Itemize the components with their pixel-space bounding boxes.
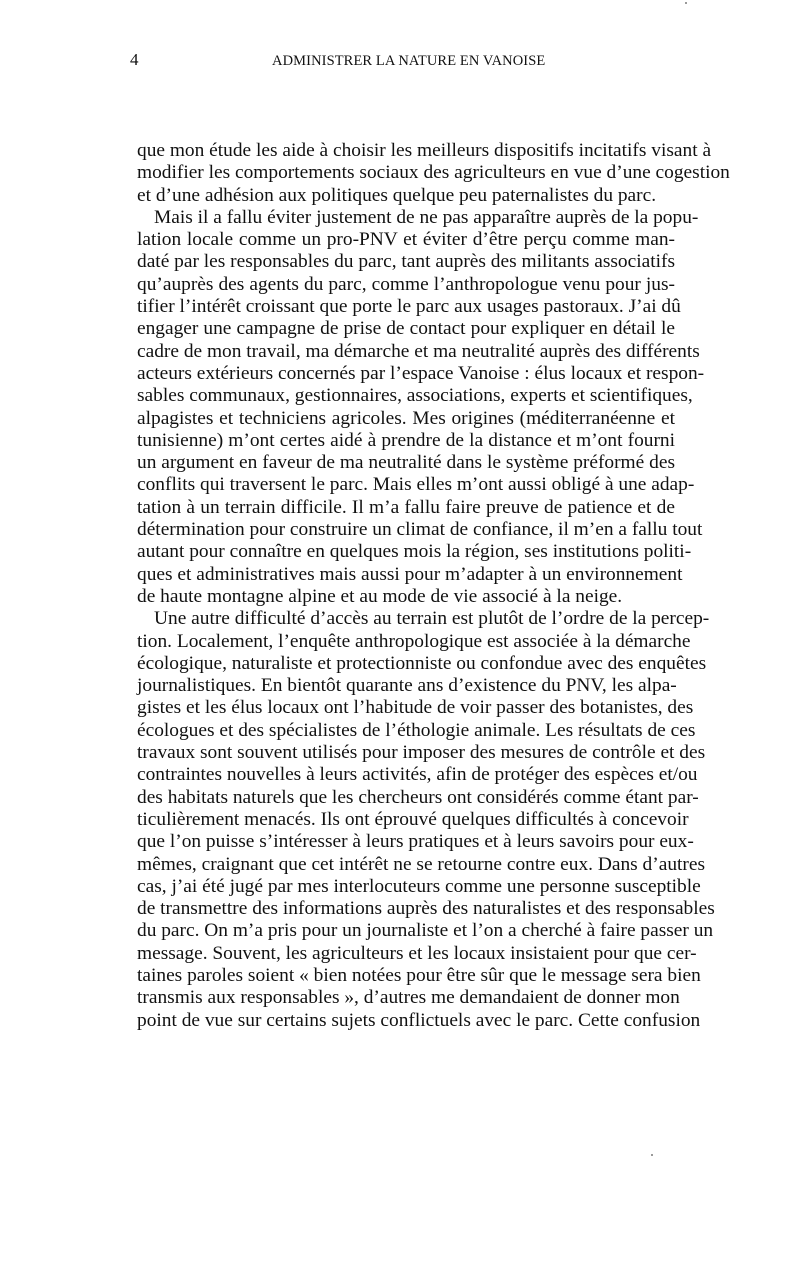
text-line: un argument en faveur de ma neutralité dans le système préformé des (137, 452, 675, 474)
body-text (137, 140, 730, 1032)
text-line: conflits qui traversent le parc. Mais elles m’ont aussi obligé à une adap- (137, 474, 695, 496)
paragraph-start-line: Une autre difficulté d’accès au terrain est plutôt de l’ordre de la percep- (154, 608, 710, 630)
text-line: ques et administratives mais aussi pour m’adapter à un environnement (137, 563, 683, 585)
paragraph-start-line: Mais il a fallu éviter justement de ne pas apparaître auprès de la popu- (154, 206, 699, 228)
text-line: cas, j’ai été jugé par mes interlocuteurs comme une personne susceptible (137, 875, 701, 897)
text-line: tion. Localement, l’enquête anthropologique est associée à la démarche (137, 630, 691, 652)
text-line: écologique, naturaliste et protectionniste ou confondue avec des enquêtes (137, 652, 707, 674)
text-line: travaux sont souvent utilisés pour imposer des mesures de contrôle et des (137, 742, 706, 764)
text-line: acteurs extérieurs concernés par l’espace Vanoise : élus locaux et respon- (137, 362, 705, 384)
page-number: 4 (130, 50, 139, 69)
running-title: ADMINISTRER LA NATURE EN VANOISE (272, 53, 546, 69)
scan-speck (651, 1154, 653, 1156)
text-line: contraintes nouvelles à leurs activités, afin de protéger des espèces et/ou (137, 764, 698, 786)
text-line: cadre de mon travail, ma démarche et ma neutralité auprès des différents (137, 340, 700, 362)
text-line: journalistiques. En bientôt quarante ans d’existence du PNV, les alpa- (137, 675, 677, 697)
text-line: des habitats naturels que les chercheurs ont considérés comme étant par- (137, 786, 699, 808)
text-line: que l’on puisse s’intéresser à leurs pratiques et à leurs savoirs pour eux- (137, 831, 694, 853)
text-line: tunisienne) m’ont certes aidé à prendre de la distance et m’ont fourni (137, 429, 675, 451)
text-line: détermination pour construire un climat de confiance, il m’en a fallu tout (137, 519, 703, 541)
text-line: du parc. On m’a pris pour un journaliste et l’on a cherché à faire passer un (137, 920, 714, 942)
text-line: gistes et les élus locaux ont l’habitude de voir passer des botanistes, des (137, 697, 694, 719)
text-line: alpagistes et techniciens agricoles. Mes origines (méditerranéenne et (137, 407, 675, 429)
text-line: point de vue sur certains sujets conflictuels avec le parc. Cette confusion (137, 1009, 701, 1031)
text-line: taines paroles soient « bien notées pour être sûr que le message sera bien (137, 964, 701, 986)
text-line: engager une campagne de prise de contact pour expliquer en détail le (137, 318, 675, 340)
text-line: sables communaux, gestionnaires, associations, experts et scientifiques, (137, 385, 693, 407)
text-line: transmis aux responsables », d’autres me demandaient de donner mon (137, 987, 680, 1009)
text-line: ticulièrement menacés. Ils ont éprouvé quelques difficultés à concevoir (137, 808, 689, 830)
text-line: que mon étude les aide à choisir les meilleurs dispositifs incitatifs visant à (137, 140, 712, 161)
text-line: tation à un terrain difficile. Il m’a fallu faire preuve de patience et de (137, 496, 675, 518)
scan-speck (685, 2, 687, 4)
text-line: de transmettre des informations auprès des naturalistes et des responsables (137, 898, 715, 920)
text-line: tifier l’intérêt croissant que porte le parc aux usages pastoraux. J’ai dû (137, 296, 681, 318)
text-line: mêmes, craignant que cet intérêt ne se retourne contre eux. Dans d’autres (137, 853, 706, 875)
text-line: message. Souvent, les agriculteurs et les locaux insistaient pour que cer- (137, 942, 697, 964)
text-line: de haute montagne alpine et au mode de vie associé à la neige. (137, 585, 623, 607)
text-line: qu’auprès des agents du parc, comme l’anthropologue venu pour jus- (137, 273, 675, 295)
text-line: daté par les responsables du parc, tant auprès des militants associatifs (137, 251, 675, 273)
text-line: autant pour connaître en quelques mois la région, ses institutions politi- (137, 541, 692, 563)
text-line: modifier les comportements sociaux des agriculteurs en vue d’une cogestion (137, 162, 730, 184)
text-line: et d’une adhésion aux politiques quelque peu paternalistes du parc. (137, 184, 657, 206)
text-line: lation locale comme un pro-PNV et éviter d’être perçu comme man- (137, 229, 675, 251)
text-line: écologues et des spécialistes de l’éthologie animale. Les résultats de ces (137, 719, 696, 741)
